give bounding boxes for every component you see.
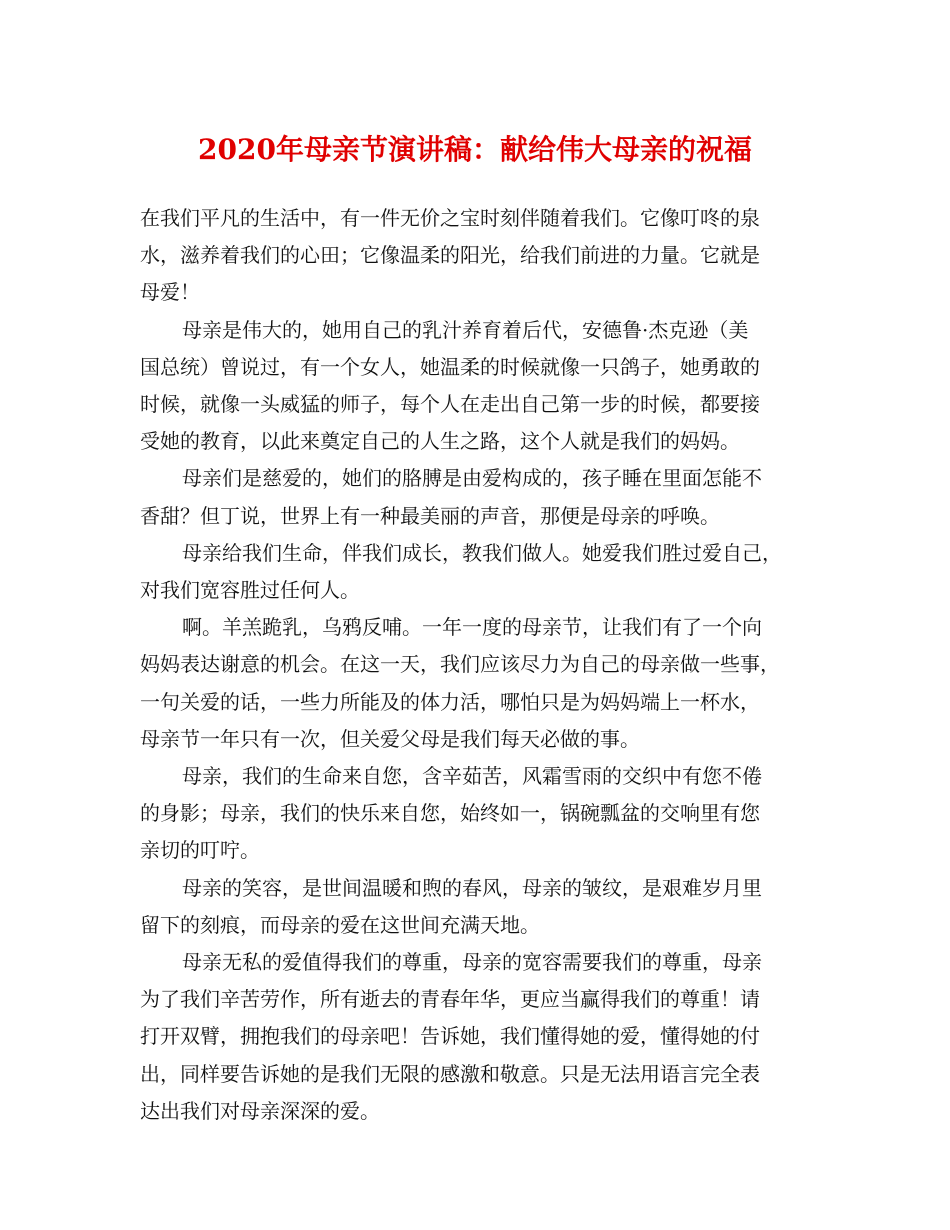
document-body [140, 200, 830, 1130]
paragraph-line: 母亲节一年只有一次，但关爱父母是我们每天必做的事。 [140, 726, 640, 751]
paragraph-line: 水，滋养着我们的心田；它像温柔的阳光，给我们前进的力量。它就是 [140, 243, 760, 268]
paragraph-line: 母爱！ [140, 280, 200, 305]
paragraph-line: 受她的教育，以此来奠定自己的人生之路，这个人就是我们的妈妈。 [140, 429, 740, 454]
paragraph-line: 啊。羊羔跪乳，乌鸦反哺。一年一度的母亲节，让我们有了一个向 [182, 615, 762, 640]
paragraph-line: 母亲是伟大的，她用自己的乳汁养育着后代，安德鲁·杰克逊（美 [182, 317, 749, 342]
paragraph-line: 达出我们对母亲深深的爱。 [140, 1098, 380, 1123]
paragraph [140, 609, 830, 758]
paragraph-line: 一句关爱的话，一些力所能及的体力活，哪怕只是为妈妈端上一杯水， [140, 689, 760, 714]
paragraph-line: 打开双臂，拥抱我们的母亲吧！告诉她，我们懂得她的爱，懂得她的付 [140, 1024, 760, 1049]
paragraph-line: 留下的刻痕，而母亲的爱在这世间充满天地。 [140, 912, 540, 937]
paragraph [140, 758, 830, 870]
paragraph-line: 时候，就像一头威猛的师子，每个人在走出自己第一步的时候，都要接 [140, 392, 760, 417]
paragraph-line: 母亲，我们的生命来自您，含辛茹苦，风霜雪雨的交织中有您不倦 [182, 764, 762, 789]
paragraph-line: 母亲们是慈爱的，她们的胳膊是由爱构成的，孩子睡在里面怎能不 [182, 466, 762, 491]
paragraph-line: 母亲给我们生命，伴我们成长，教我们做人。她爱我们胜过爱自己， [182, 540, 782, 565]
paragraph-line: 的身影；母亲，我们的快乐来自您，始终如一，锅碗瓢盆的交响里有您 [140, 801, 760, 826]
paragraph-line: 母亲的笑容，是世间温暖和煦的春风，母亲的皱纹，是艰难岁月里 [182, 875, 762, 900]
paragraph-line: 亲切的叮咛。 [140, 838, 260, 863]
paragraph [140, 535, 830, 609]
paragraph-line: 香甜？但丁说，世界上有一种最美丽的声音，那便是母亲的呼唤。 [140, 503, 720, 528]
document-title: 2020年母亲节演讲稿：献给伟大母亲的祝福 [198, 133, 752, 166]
paragraph-line: 在我们平凡的生活中，有一件无价之宝时刻伴随着我们。它像叮咚的泉 [140, 206, 760, 230]
paragraph-line: 国总统）曾说过，有一个女人，她温柔的时候就像一只鸽子，她勇敢的 [140, 354, 760, 379]
paragraph-line: 对我们宽容胜过任何人。 [140, 578, 360, 603]
paragraph [140, 312, 830, 461]
paragraph-line: 母亲无私的爱值得我们的尊重，母亲的宽容需要我们的尊重，母亲 [182, 950, 762, 975]
paragraph-line: 妈妈表达谢意的机会。在这一天，我们应该尽力为自己的母亲做一些事， [140, 652, 780, 677]
paragraph-line: 出，同样要告诉她的是我们无限的感激和敬意。只是无法用语言完全表 [140, 1061, 760, 1086]
paragraph [140, 200, 830, 312]
paragraph-line: 为了我们辛苦劳作，所有逝去的青春年华，更应当赢得我们的尊重！请 [140, 987, 760, 1012]
paragraph [140, 460, 830, 534]
paragraph [140, 944, 830, 1130]
paragraph [140, 870, 830, 944]
